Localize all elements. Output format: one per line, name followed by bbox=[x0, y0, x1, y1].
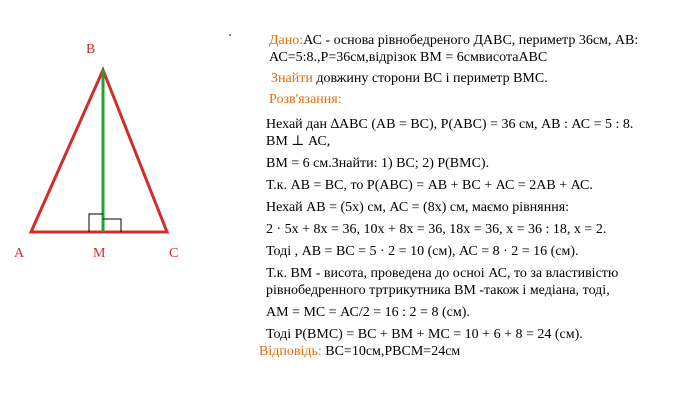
solution-line-4: Т.к. АВ = ВС, то Р(АВС) = АВ + ВС + АС = 2АВ + АС. bbox=[266, 178, 593, 193]
solution-line-8: Т.к. ВМ - висота, проведена до осноі АС, то за властивістю bbox=[266, 266, 619, 281]
vertex-label-c: C bbox=[169, 246, 179, 261]
solution-line-7: Тоді , АВ = ВС = 5 · 2 = 10 (см), АС = 8 · 2 = 16 (см). bbox=[266, 244, 579, 259]
solution-line-1: Нехай дан ∆АВС (АВ = ВС), Р(АВС) = 36 см, АВ : АС = 5 : 8. bbox=[266, 117, 634, 132]
answer-label: Відповідь: bbox=[259, 344, 322, 359]
solution-line-3: ВМ = 6 см.Знайти: 1) ВС; 2) Р(ВМС). bbox=[266, 156, 490, 171]
given-line bbox=[269, 32, 666, 49]
answer-line bbox=[259, 343, 666, 360]
given-text: АС - основа рівнобедреного ДАВС, периметр 36см, АВ: bbox=[303, 33, 639, 48]
solution-line-11: Тоді Р(ВМС) = ВС + ВМ + МС = 10 + 6 + 8 = 24 (см). bbox=[266, 327, 583, 342]
vertex-label-b: B bbox=[86, 42, 96, 57]
vertex-label-m: M bbox=[93, 246, 106, 261]
solution-label: Розв'язання: bbox=[269, 92, 342, 107]
find-line bbox=[271, 70, 666, 87]
solution-line-5: Нехай АВ = (5х) см, АС = (8х) см, маємо рівняння: bbox=[266, 200, 570, 215]
stray-dot bbox=[229, 34, 231, 36]
right-angle-marker bbox=[89, 214, 121, 232]
solution-line-2: ВМ ⊥ АС, bbox=[266, 134, 331, 149]
find-label: Знайти bbox=[271, 71, 313, 86]
given-line-2: АС=5:8.,Р=36см,відрізок ВМ = 6смвисотаАВС bbox=[269, 50, 548, 65]
solution-line-6: 2 · 5х + 8х = 36, 10х + 8х = 36, 18х = 36, х = 36 : 18, х = 2. bbox=[266, 222, 607, 237]
given-label: Дано: bbox=[269, 33, 304, 48]
solution-line-10: АМ = МС = АС/2 = 16 : 2 = 8 (см). bbox=[266, 305, 470, 320]
triangle-abc bbox=[31, 70, 167, 232]
answer-text: ВС=10см,РВСМ=24см bbox=[321, 344, 461, 359]
find-text: довжину сторони ВС і периметр ВМС. bbox=[312, 71, 548, 86]
vertex-label-a: A bbox=[14, 246, 25, 261]
solution-line-9: рівнобедренного тртрикутника ВМ -також і медіана, тоді, bbox=[266, 283, 610, 298]
solution-text bbox=[259, 32, 666, 360]
